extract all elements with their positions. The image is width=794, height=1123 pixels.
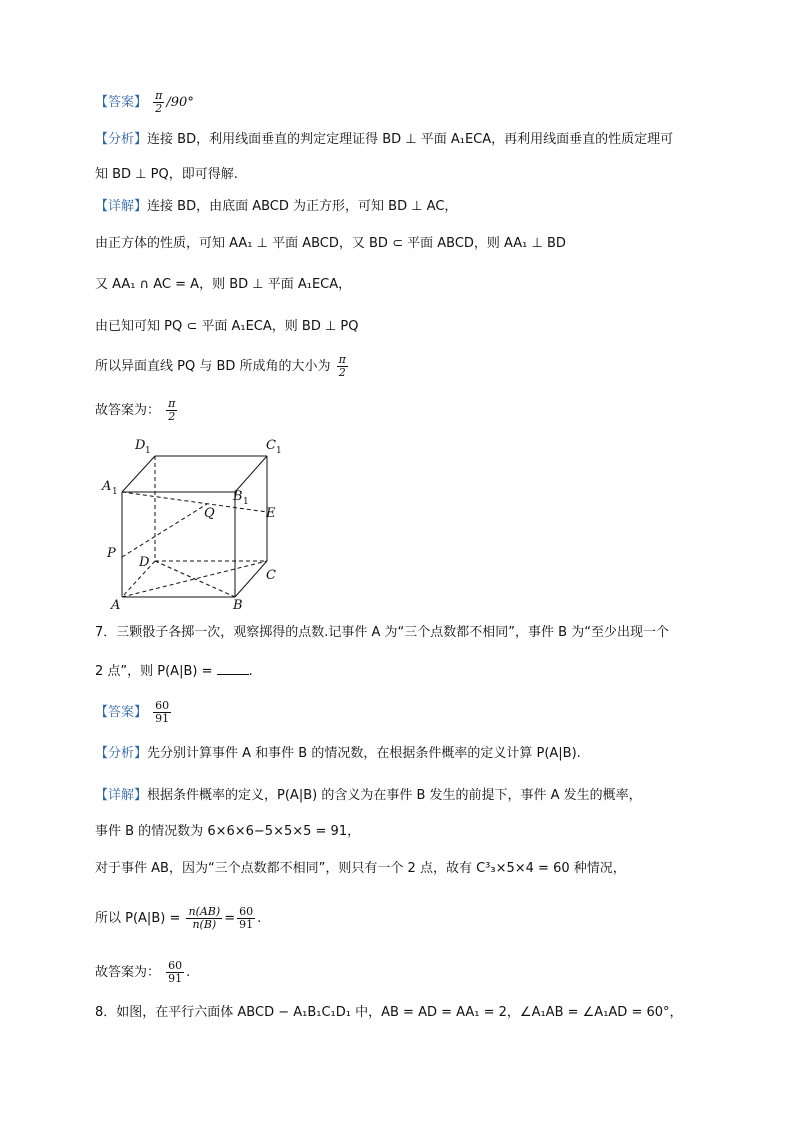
analysis-tag: 【分析】 xyxy=(95,132,148,147)
edge-c1b1 xyxy=(235,456,267,492)
analysis-line-6b: 知 BD ⊥ PQ，即可得解. xyxy=(95,167,238,182)
answer-tag: 【答案】 xyxy=(95,705,148,720)
final-answer-7: 故答案为： $\frac{60}{91}$ . xyxy=(95,959,191,985)
detail-text: 根据条件概率的定义，P(A|B) 的含义为在事件 B 发生的前提下，事件 A 发生的概率， xyxy=(147,788,642,803)
analysis-text: 连接 BD，利用线面垂直的判定定理证得 BD ⊥ 平面 A₁ECA，再利用线面垂直的性质定理可 xyxy=(147,132,674,147)
analysis-tag: 【分析】 xyxy=(95,746,148,761)
question-7-line-b: 2 点”，则 P(A|B) = . xyxy=(95,664,253,679)
answer-line-6 xyxy=(95,90,194,115)
final-fraction-7: $\frac{60}{91}$ xyxy=(168,959,183,985)
analysis-text: 先分别计算事件 A 和事件 B 的情况数，在根据条件概率的定义计算 P(A|B). xyxy=(147,746,581,761)
detail-tag: 【详解】 xyxy=(95,788,148,803)
detail-line-7c: 对于事件 AB，因为“三个点数都不相同”，则只有一个 2 点，故有 C³₃×5×4 = 60 种情况， xyxy=(95,861,626,876)
final-fraction-6: $\frac{\pi}{2}$ xyxy=(168,397,176,423)
label-e: E xyxy=(266,506,276,521)
detail-line-6c: 又 AA₁ ∩ AC = A，则 BD ⊥ 平面 A₁ECA， xyxy=(95,277,352,292)
edge-a1d1 xyxy=(122,456,155,492)
result-fraction: $\frac{60}{91}$ xyxy=(239,905,254,931)
detail-tag: 【详解】 xyxy=(95,199,148,214)
label-c1: C xyxy=(266,438,276,453)
answer-degree: /90° xyxy=(166,95,194,110)
label-d: D xyxy=(139,555,150,570)
label-d1: D xyxy=(135,438,146,453)
label-a: A xyxy=(111,598,121,613)
question-7-line-a: 7．三颗骰子各掷一次，观察掷得的点数.记事件 A 为“三个点数都不相同”，事件 B 为“至少出现一个 xyxy=(95,625,669,640)
detail-line-6e: 所以异面直线 PQ 与 BD 所成角的大小为 $\frac{\pi}{2}$ xyxy=(95,353,346,379)
detail-line-6b: 由正方体的性质，可知 AA₁ ⊥ 平面 ABCD，又 BD ⊂ 平面 ABCD，则 AA₁ ⊥ BD xyxy=(95,236,566,251)
detail-line-6d: 由已知可知 PQ ⊂ 平面 A₁ECA，则 BD ⊥ PQ xyxy=(95,319,359,334)
label-p: P xyxy=(107,546,116,561)
analysis-line-7 xyxy=(95,745,581,763)
label-c: C xyxy=(266,568,276,583)
label-b1-sub: 1 xyxy=(243,497,249,507)
label-d1-sub: 1 xyxy=(145,446,151,456)
question-8-line-a: 8．如图，在平行六面体 ABCD − A₁B₁C₁D₁ 中，AB = AD = AA₁ = 2，∠A₁AB = ∠A₁AD = 60°， xyxy=(95,1005,683,1020)
answer-blank xyxy=(217,674,249,675)
label-a1-sub: 1 xyxy=(112,487,118,497)
answer-fraction-7: $\frac{60}{91}$ xyxy=(155,699,170,725)
label-b1: B xyxy=(233,489,243,504)
detail-line-7d: 所以 P(A|B) = $\frac{n(AB)}{n(B)}$ = $\frac{60}{91}$ . xyxy=(95,905,262,931)
answer-fraction: $\frac{\pi}{2}$ xyxy=(155,89,163,115)
answer-line-7 xyxy=(95,700,173,725)
detail-text: 连接 BD，由底面 ABCD 为正方形，可知 BD ⊥ AC， xyxy=(147,199,458,214)
label-c1-sub: 1 xyxy=(276,446,282,456)
probability-fraction: $\frac{n(AB)}{n(B)}$ xyxy=(188,905,221,931)
label-b: B xyxy=(233,598,243,613)
angle-fraction: $\frac{\pi}{2}$ xyxy=(338,353,346,379)
line-pq xyxy=(122,504,207,557)
cube-figure xyxy=(95,432,295,618)
detail-line-7a xyxy=(95,787,642,805)
label-q: Q xyxy=(204,506,215,521)
detail-line-7b: 事件 B 的情况数为 6×6×6−5×5×5 = 91， xyxy=(95,824,361,839)
analysis-line-6a xyxy=(95,131,673,149)
diag-db xyxy=(155,561,235,597)
final-answer-6: 故答案为： $\frac{\pi}{2}$ xyxy=(95,397,176,423)
label-a1: A xyxy=(102,479,112,494)
edge-cb xyxy=(235,561,267,597)
detail-line-6a xyxy=(95,198,457,216)
answer-tag: 【答案】 xyxy=(95,95,148,110)
